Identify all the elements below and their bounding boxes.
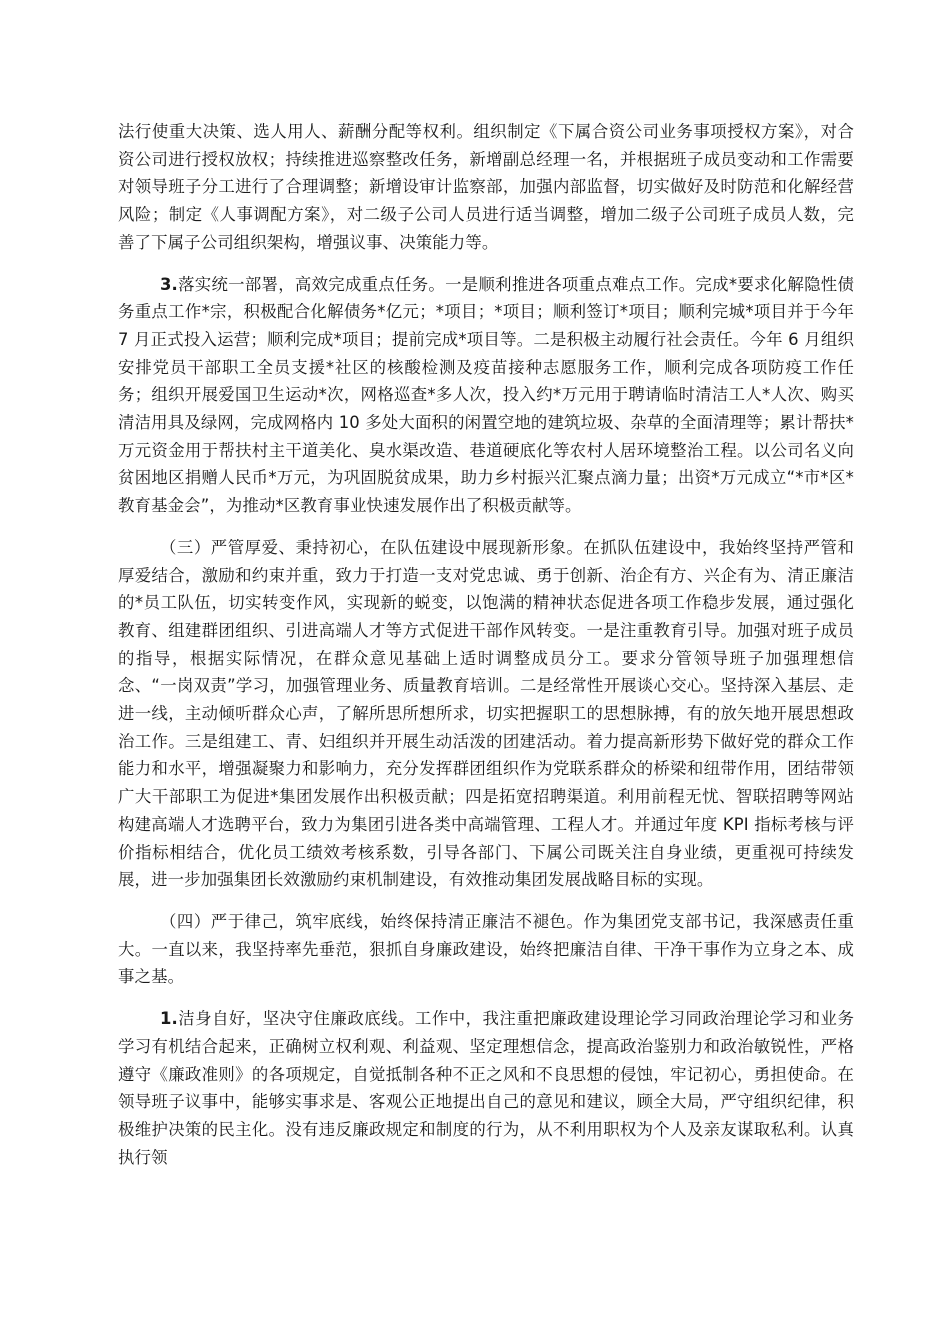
paragraph-text: （四）严于律己，筑牢底线，始终保持清正廉洁不褪色。作为集团党支部书记，我深感责任重大。一直以来，我坚持率先垂范，狠抓自身廉政建设，始终把廉洁自律、干净干事作为立身之本、成事之基。 [118,911,854,987]
paragraph-section-3 [118,534,854,894]
paragraph-continuation [118,118,854,257]
paragraph-item-1 [118,1005,854,1171]
item-number: 3. [160,274,178,294]
paragraph-section-4 [118,908,854,991]
document-page [118,118,854,1185]
paragraph-text: 法行使重大决策、选人用人、薪酬分配等权利。组织制定《下属合资公司业务事项授权方案》，对合资公司进行授权放权；持续推进巡察整改任务，新增副总经理一名，并根据班子成员变动和工作需要对领导班子分工进行了合理调整；新增设审计监察部，加强内部监督，切实做好及时防范和化解经营风险；制定《人事调配方案》，对二级子公司人员进行适当调整，增加二级子公司班子成员人数，完善了下属子公司组织架构，增强议事、决策能力等。 [118,122,854,252]
paragraph-item-3 [118,271,854,520]
paragraph-text: 洁身自好，坚决守住廉政底线。工作中，我注重把廉政建设理论学习同政治理论学习和业务学习有机结合起来，正确树立权利观、利益观、坚定理想信念，提高政治鉴别力和政治敏锐性，严格遵守《廉政准则》的各项规定，自觉抵制各种不正之风和不良思想的侵蚀，牢记初心，勇担使命。在领导班子议事中，能够实事求是、客观公正地提出自己的意见和建议，顾全大局，严守组织纪律，积极维护决策的民主化。没有违反廉政规定和制度的行为，从不利用职权为个人及亲友谋取私利。认真执行领 [118,1009,854,1167]
item-number: 1. [160,1009,178,1029]
paragraph-text: （三）严管厚爱、秉持初心，在队伍建设中展现新形象。在抓队伍建设中，我始终坚持严管和厚爱结合，激励和约束并重，致力于打造一支对党忠诚、勇于创新、治企有方、兴企有为、清正廉洁的*员工队伍，切实转变作风，实现新的蜕变，以饱满的精神状态促进各项工作稳步发展，通过强化教育、组建群团组织、引进高端人才等方式促进干部作风转变。一是注重教育引导。加强对班子成员的指导，根据实际情况，在群众意见基础上适时调整成员分工。要求分管领导班子加强理想信念、“一岗双责”学习，加强管理业务、质量教育培训。二是经常性开展谈心交心。坚持深入基层、走进一线，主动倾听群众心声，了解所思所想所求，切实把握职工的思想脉搏，有的放矢地开展思想政治工作。三是组建工、青、妇组织并开展生动活泼的团建活动。着力提高新形势下做好党的群众工作能力和水平，增强凝聚力和影响力，充分发挥群团组织作为党联系群众的桥梁和纽带作用，团结带领广大干部职工为促进*集团发展作出积极贡献；四是拓宽招聘渠道。利用前程无忧、智联招聘等网站构建高端人才选聘平台，致力为集团引进各类中高端管理、工程人才。并通过年度 KPI 指标考核与评价指标相结合，优化员工绩效考核系数，引导各部门、下属公司既关注自身业绩，更重视可持续发展，进一步加强集团长效激励约束机制建设，有效推动集团发展战略目标的实现。 [118,537,854,890]
paragraph-text: 落实统一部署，高效完成重点任务。一是顺利推进各项重点难点工作。完成*要求化解隐性债务重点工作*宗，积极配合化解债务*亿元；*项目；*项目；顺利签订*项目；顺利完城*项目并于今年 7 月正式投入运营；顺利完成*项目；提前完成*项目等。二是积极主动履行社会责任。今年 6 月组织安排党员干部职工全员支援*社区的核酸检测及疫苗接种志愿服务工作，顺利完成各项防疫工作任务；组织开展爱国卫生运动*次，网格巡查*多人次，投入约*万元用于聘请临时清洁工人*人次、购买清洁用具及绿网，完成网格内 10 多处大面积的闲置空地的建筑垃圾、杂草的全面清理等；累计帮扶*万元资金用于帮扶村主干道美化、臭水渠改造、巷道硬底化等农村人居环境整治工程。以公司名义向贫困地区捐赠人民币*万元，为巩固脱贫成果，助力乡村振兴汇聚点滴力量；出资*万元成立“*市*区*教育基金会”，为推动*区教育事业快速发展作出了积极贡献等。 [118,274,854,516]
